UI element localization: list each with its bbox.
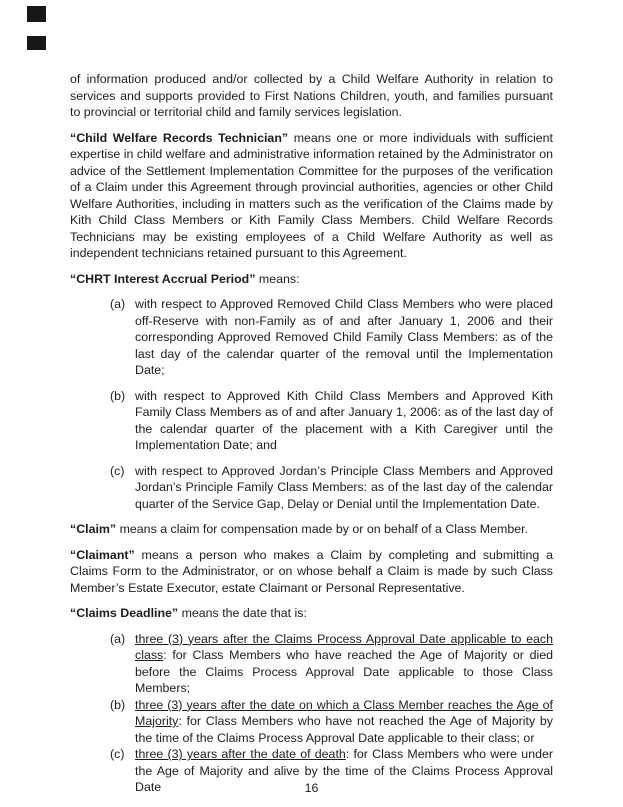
definition-body: means:	[255, 271, 300, 286]
underlined-phrase: three (3) years after the Claims Process Approval Date applicable to each class	[135, 631, 553, 662]
defined-term-claims-deadline: “Claims Deadline”	[70, 606, 179, 620]
list-item-text: with respect to Approved Kith Child Class Members and Approved Kith Family Class Members as of and after January 1, 2006: as of the last day of the calendar quarter of the placement with a Kith Caregiver until the Implementation Date; and	[135, 388, 553, 452]
list-marker: (b)	[110, 697, 126, 712]
definition-chrt-interest-accrual-period	[70, 271, 553, 288]
list-item-c	[110, 463, 553, 513]
list-item-text: with respect to Approved Removed Child Class Members who were placed off-Reserve with non-Family as of and after January 1, 2006 and their corresponding Approved Removed Child Family Class Members: as of the last day of the calendar quarter of the removal until the Implementation Date;	[135, 297, 553, 377]
underlined-phrase: three (3) years after the date on which a Class Member reaches the Age of Majority	[135, 697, 553, 728]
list-marker: (c)	[110, 463, 125, 478]
list-marker: (a)	[110, 297, 126, 311]
list-item-a	[110, 296, 553, 379]
list-marker: (a)	[110, 631, 126, 646]
scan-artifact-top	[27, 6, 46, 22]
list-marker: (b)	[110, 388, 126, 403]
definition-claim	[70, 521, 553, 538]
scan-artifact-bottom	[27, 36, 46, 50]
definition-body: means one or more individuals with sufficient expertise in child welfare and administrative information retained by the Administrator on advice of the Settlement Implementation Committee for the purposes of the verification of a Claim under this Agreement through provincial authorities, agencies or other Child Welfare Authorities, including in matters such as the verification of the Claims made by Kith Child Class Members or Kith Family Class Members. Child Welfare Records Technicians may be existing employees of a Child Welfare Authority as well as independent technicians retained pursuant to this Agreement.	[70, 130, 553, 260]
defined-term-claimant: “Claimant”	[70, 547, 135, 562]
list-item-b	[110, 697, 553, 747]
list-item-text	[135, 631, 553, 697]
definition-child-welfare-records-technician	[70, 130, 553, 262]
definition-body: means the date that is:	[178, 606, 307, 620]
underlined-phrase: three (3) years after the date of death	[135, 747, 346, 761]
paragraph-continuation: of information produced and/or collected by a Child Welfare Authority in relation to services and supports provided to First Nations Children, youth, and families pursuant to provincial or territorial child and family services legislation.	[70, 72, 553, 119]
chrt-interest-accrual-list	[70, 296, 553, 512]
definition-claimant	[70, 547, 553, 597]
list-item-rest: : for Class Members who have reached the Age of Majority or died before the Claims Process Approval Date applicable to those Class Members;	[135, 648, 553, 695]
list-item-rest: : for Class Members who have not reached the Age of Majority by the time of the Claims Process Approval Date applicable to their class; or	[135, 714, 553, 745]
page-content	[70, 71, 553, 805]
list-item-a	[110, 631, 553, 697]
list-item-text: with respect to Approved Jordan’s Principle Class Members and Approved Jordan’s Principle Family Class Members: as of the last day of the calendar quarter of the Service Gap, Delay or Denial until the Implementation Date.	[135, 463, 553, 511]
list-item-text	[135, 697, 553, 747]
list-marker: (c)	[110, 747, 125, 761]
defined-term-child-welfare-records-technician: “Child Welfare Records Technician”	[70, 130, 289, 145]
list-item-b	[110, 388, 553, 454]
list-item-rest: : for Class Members who were under the Age of Majority and alive by the time of the Claims Process Approval Date	[135, 747, 553, 794]
page-number: 16	[304, 781, 319, 795]
definition-body: means a claim for compensation made by or on behalf of a Class Member.	[116, 522, 528, 536]
defined-term-claim: “Claim”	[70, 522, 117, 536]
claims-deadline-list	[70, 631, 553, 796]
definition-claims-deadline	[70, 605, 553, 622]
defined-term-chrt-interest-accrual-period: “CHRT Interest Accrual Period”	[70, 271, 256, 286]
definition-body: means a person who makes a Claim by completing and submitting a Claims Form to the Administrator, or on whose behalf a Claim is made by such Class Member’s Estate Executor, estate Claimant or Personal Representative.	[70, 547, 553, 595]
